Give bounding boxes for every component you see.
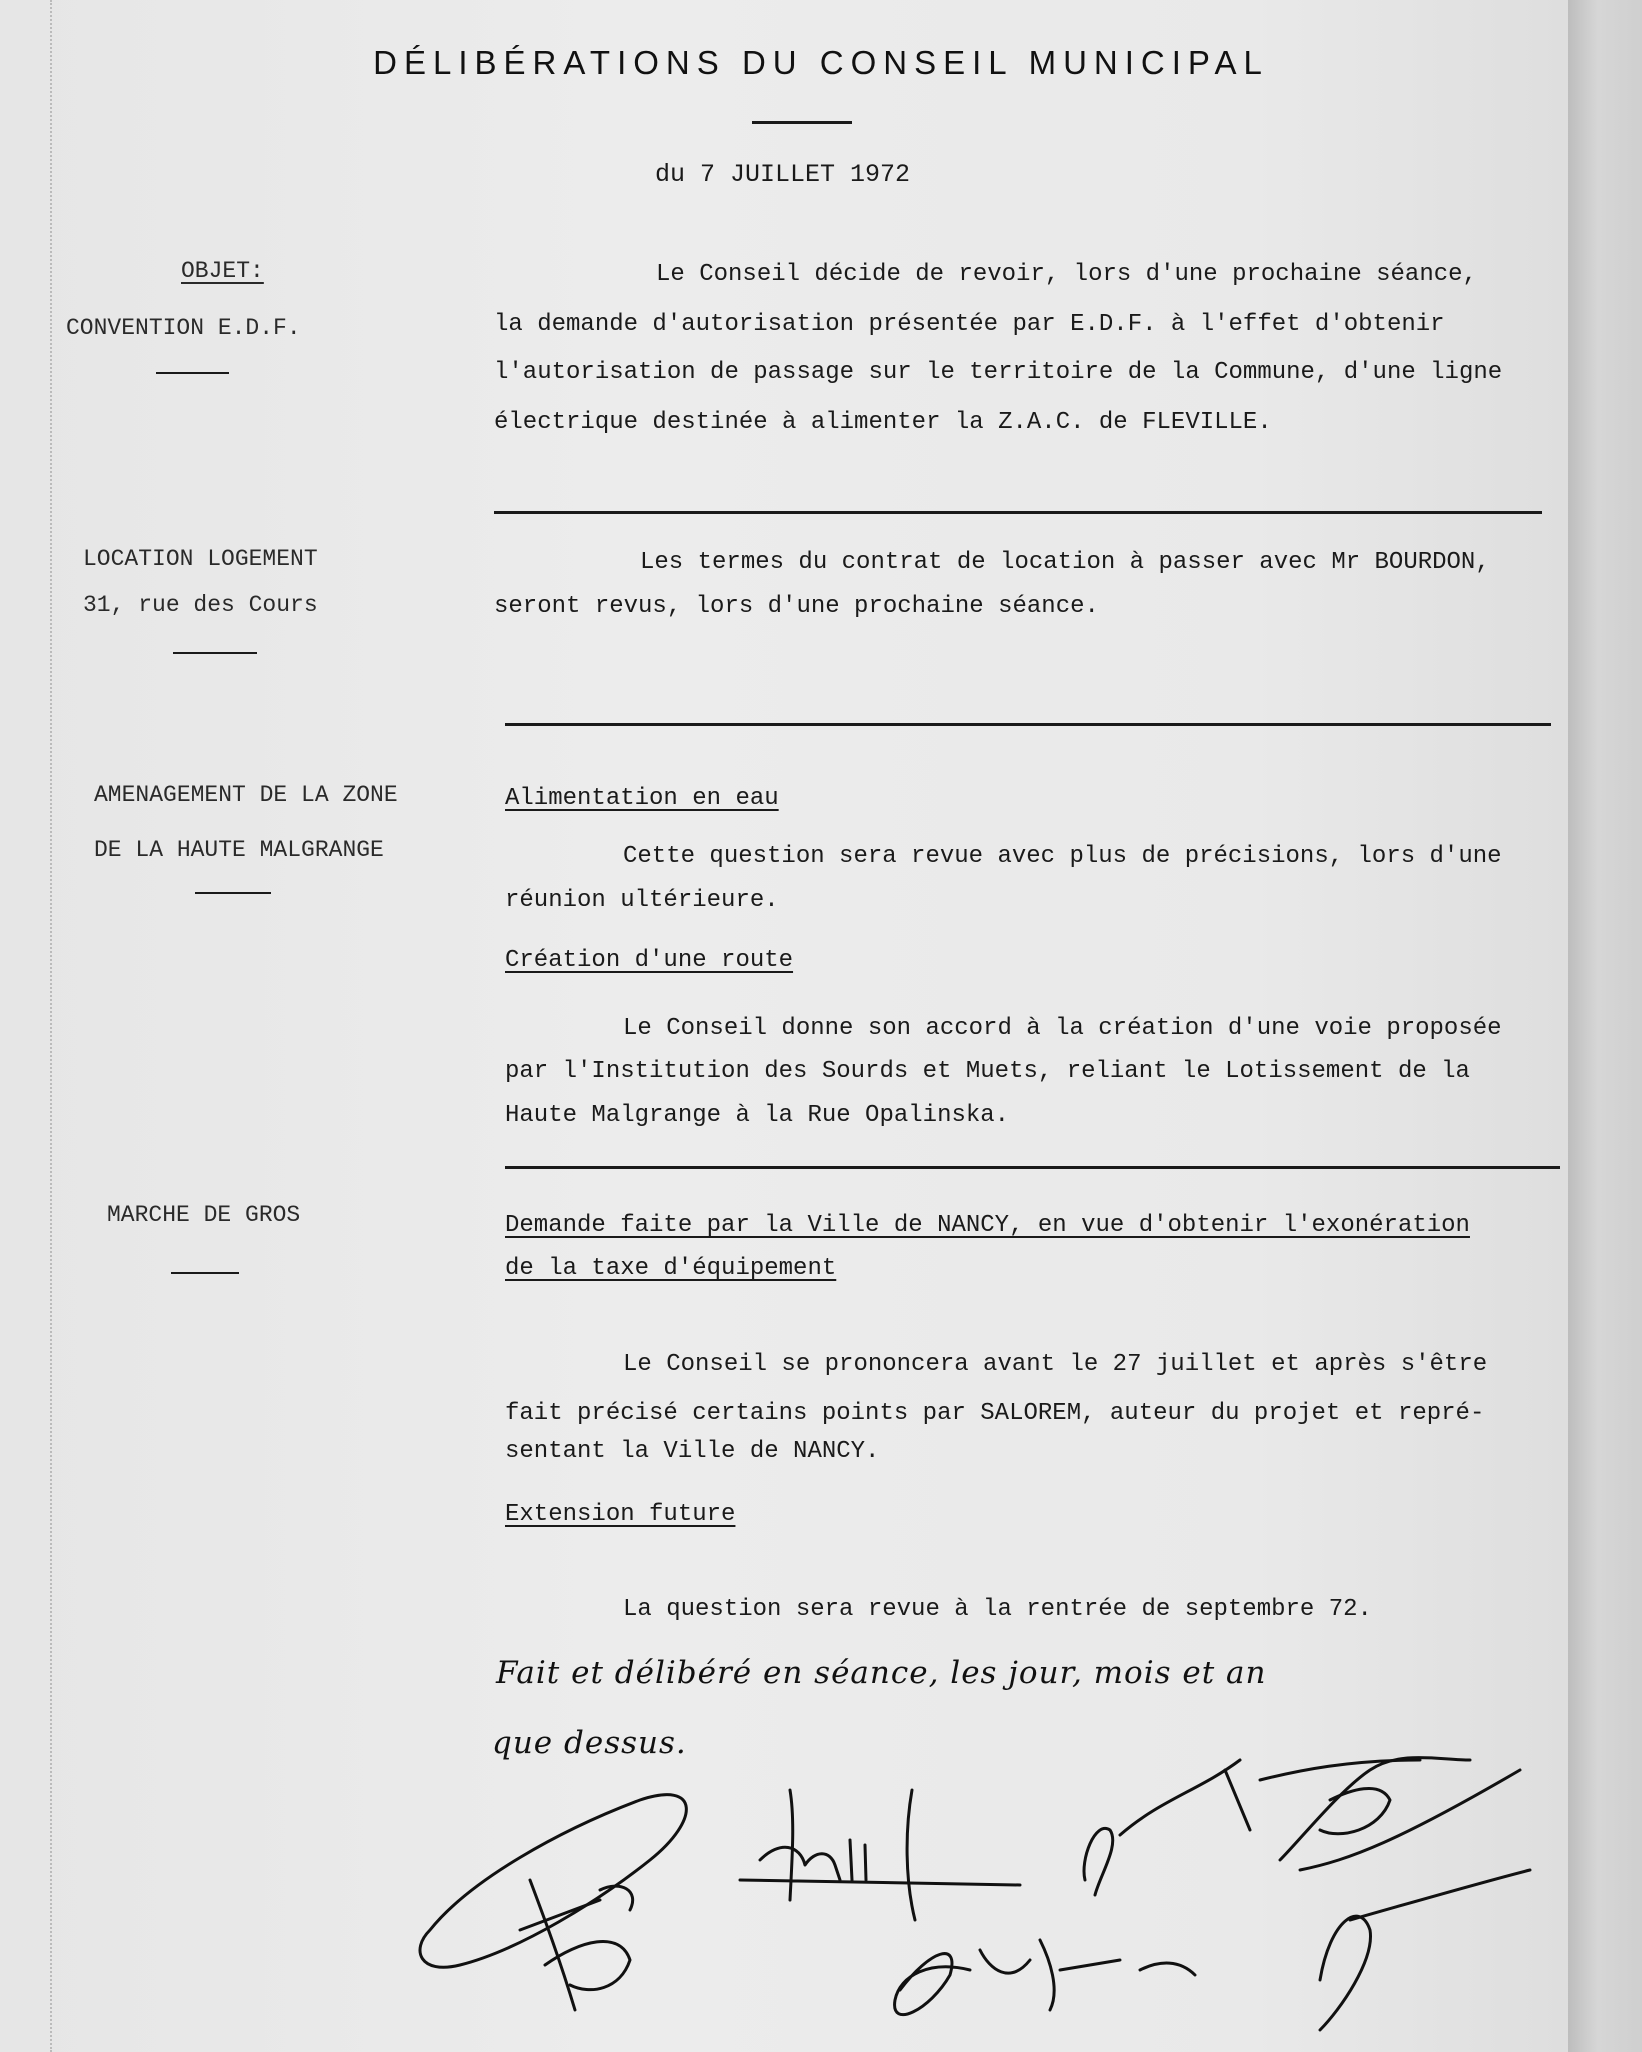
object-title: CONVENTION E.D.F. — [66, 315, 301, 341]
object-title: AMENAGEMENT DE LA ZONE — [94, 782, 398, 808]
body-line: fait précisé certains points par SALOREM, auteur du projet et repré- — [505, 1400, 1485, 1427]
handwritten-closing: que dessus. — [492, 1725, 687, 1761]
object-title: MARCHE DE GROS — [107, 1202, 301, 1228]
body-line: Le Conseil donne son accord à la création d'une voie proposée — [623, 1015, 1502, 1042]
body-line: réunion ultérieure. — [505, 887, 779, 914]
body-line: Les termes du contrat de location à passer avec Mr BOURDON, — [640, 549, 1490, 576]
object-label: OBJET: — [181, 258, 264, 284]
signature-4 — [1280, 1758, 1520, 1871]
subsection-heading: Création d'une route — [505, 947, 794, 974]
body-line: par l'Institution des Sourds et Muets, reliant le Lotissement de la — [505, 1058, 1470, 1085]
document-title: DÉLIBÉRATIONS DU CONSEIL MUNICIPAL — [373, 44, 1269, 81]
subsection-heading: Extension future — [505, 1501, 736, 1528]
body-line: Le Conseil se prononcera avant le 27 juillet et après s'être — [623, 1351, 1488, 1378]
subsection-heading: Demande faite par la Ville de NANCY, en vue d'obtenir l'exonération — [505, 1212, 1470, 1239]
body-line: La question sera revue à la rentrée de septembre 72. — [623, 1596, 1372, 1623]
body-line: la demande d'autorisation présentée par E.D.F. à l'effet d'obtenir — [494, 311, 1445, 338]
body-line: électrique destinée à alimenter la Z.A.C. de FLEVILLE. — [494, 409, 1272, 436]
signature-2 — [740, 1790, 1020, 1920]
object-title: LOCATION LOGEMENT — [83, 546, 318, 572]
signature-6 — [1320, 1870, 1530, 2030]
object-title: DE LA HAUTE MALGRANGE — [94, 837, 384, 863]
subsection-heading: Alimentation en eau — [505, 785, 779, 812]
body-line: Le Conseil décide de revoir, lors d'une prochaine séance, — [656, 261, 1477, 288]
object-title: 31, rue des Cours — [83, 592, 318, 618]
body-line: Cette question sera revue avec plus de précisions, lors d'une — [623, 843, 1502, 870]
subsection-heading: de la taxe d'équipement — [505, 1255, 837, 1282]
body-line: l'autorisation de passage sur le territoire de la Commune, d'une ligne — [494, 359, 1503, 386]
body-line: Haute Malgrange à la Rue Opalinska. — [505, 1102, 1010, 1129]
body-line: sentant la Ville de NANCY. — [505, 1438, 880, 1465]
signature-1 — [420, 1795, 686, 2010]
handwritten-closing: Fait et délibéré en séance, les jour, mois et an — [496, 1655, 1267, 1691]
meeting-date: du 7 JUILLET 1972 — [655, 160, 911, 189]
body-line: seront revus, lors d'une prochaine séance. — [494, 593, 1099, 620]
signature-3 — [1084, 1760, 1420, 1895]
signature-5 — [895, 1940, 1195, 2015]
